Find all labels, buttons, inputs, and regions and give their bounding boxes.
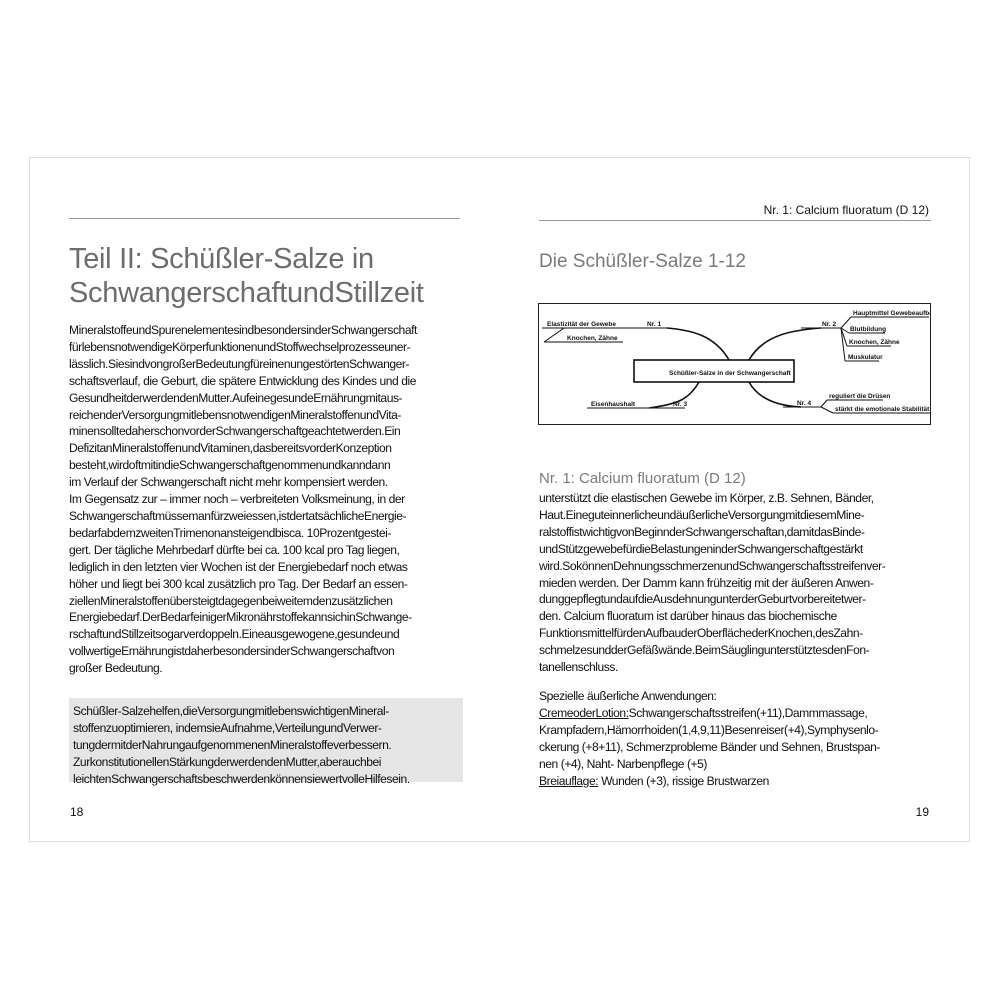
body-line: wird.SokönnenDehnungsschmerzenundSchwangerschaftsstreifenver- xyxy=(539,558,886,573)
body-line: rschaftundStillzeitsogarverdoppeln.Eineausgewogene,gesundeund xyxy=(69,627,400,642)
body-line: Haut.EineguteinnerlicheundäußerlicheVersorgungmitdiesemMine- xyxy=(539,507,865,522)
body-line: FunktionsmittelfürdenAufbauderOberflächederKnochen,desZahn- xyxy=(539,626,863,641)
body-line: tanellenschluss. xyxy=(539,660,618,675)
left-header-rule xyxy=(69,218,460,219)
applications-line: Krampfadern,Hämorrhoiden(1,4,9,11)Besenreiser(+4),Symphysenlo- xyxy=(539,722,879,737)
info-box-line: stoffenzuoptimieren, indemsieAufnahme,VerteilungundVerwer- xyxy=(73,720,382,735)
body-line: dunggepflegtundaufdieAusdehnungunterderGeburtvorbereitetwer- xyxy=(539,592,866,607)
body-line: Schwangerschaftmüssemanfürzweiessen,istdertatsächlicheEnergie- xyxy=(69,508,407,523)
book-spread xyxy=(29,157,970,842)
body-line: besteht,wirdoftmitindieSchwangerschaftgenommenundkanndann xyxy=(69,458,391,473)
applications-brei-line xyxy=(539,773,934,790)
info-box-line: leichtenSchwangerschaftsbeschwerdenkönnensiewertvolleHilfesein. xyxy=(73,771,410,786)
mind-map-item: Muskulatur xyxy=(848,354,883,361)
body-line: ziellenMineralstoffenübersteigtdagegenbeiweitemdenzusätzlichen xyxy=(69,593,393,608)
applications-line: ckerung (+8+11), Schmerzprobleme Bänder und Sehnen, Brustspan- xyxy=(539,739,880,754)
creme-text: Schwangerschaftsstreifen(+11),Dammmassage, xyxy=(628,705,868,720)
section-title: Die Schüßler-Salze 1-12 xyxy=(539,251,746,272)
mind-map-branch-label: Nr. 2 xyxy=(822,321,837,328)
info-box-line: ZurkonstitutionellenStärkungderwerdendenMutter,aberauchbei xyxy=(73,754,382,769)
running-head: Nr. 1: Calcium fluoratum (D 12) xyxy=(763,203,929,217)
mind-map-item: Knochen, Zähne xyxy=(567,335,618,342)
body-line: schaftsverlauf, die Geburt, die spätere Entwicklung des Kindes und die xyxy=(69,373,416,388)
mind-map-item: Blutbildung xyxy=(850,326,887,333)
applications-creme-line xyxy=(539,705,934,722)
mind-map-item: Hauptmittel Gewebeaufbau xyxy=(853,310,930,317)
info-box xyxy=(69,698,463,786)
mind-map-item: reguliert die Drüsen xyxy=(829,393,891,400)
body-line: schmelzesundderGefäßwände.BeimSäuglingunterstütztesdenFon- xyxy=(539,643,870,658)
creme-label: CremeoderLotion: xyxy=(539,705,629,720)
body-line: MineralstoffeundSpurenelementesindbesondersinderSchwangerschaft xyxy=(69,323,417,337)
mind-map-diagram xyxy=(538,303,931,425)
mind-map-item: stärkt die emotionale Stabilität xyxy=(835,406,930,413)
applications-line: nen (+4), Naht- Narbenpflege (+5) xyxy=(539,756,708,771)
right-header-rule xyxy=(539,220,931,221)
body-line: bedarfabdemzweitenTrimenonansteigendbisca. 10Prozentgestei- xyxy=(69,525,391,540)
brei-label: Breiauflage: xyxy=(539,773,599,788)
body-line: undStützgewebefürdieBelastungeninderSchwangerschaftgestärkt xyxy=(539,541,863,556)
body-line: höher und liegt bei 300 kcal zusätzlich pro Tag. Der Bedarf an essen- xyxy=(69,576,408,591)
body-line: mieden werden. Der Damm kann frühzeitig mit der äußeren Anwen- xyxy=(539,575,874,590)
body-line: ralstoffistwichtigvonBeginnderSchwangerschaftan,damitdasBinde- xyxy=(539,524,865,539)
body-line: minensolltedaherschonvorderSchwangerschaftgeachtetwerden.Ein xyxy=(69,424,401,439)
mind-map-svg xyxy=(539,304,930,424)
mind-map-item: Elastizität der Gewebe xyxy=(547,321,616,328)
page-number-right: 19 xyxy=(915,805,929,819)
body-line: lediglich in den letzten vier Wochen ist der Energiebedarf noch etwas xyxy=(69,559,408,574)
body-line: reichenderVersorgungmitlebensnotwendigenMineralstoffenundVita- xyxy=(69,407,402,422)
mind-map-item: Eisenhaushalt xyxy=(591,401,636,408)
applications-heading: Spezielle äußerliche Anwendungen: xyxy=(539,689,717,703)
left-body-text xyxy=(69,322,464,677)
mind-map-item: Knochen, Zähne xyxy=(849,339,900,346)
body-line: den. Calcium fluoratum ist darüber hinaus das biochemische xyxy=(539,609,837,624)
body-line: lässlich.SiesindvongroßerBedeutungfüreinenungestörtenSchwanger- xyxy=(69,356,410,371)
mind-map-branch-label: Nr. 3 xyxy=(673,401,688,408)
body-line: GesundheitderwerdendenMutter.AufeinegesundeErnährungmitaus- xyxy=(69,390,403,405)
subheading: Nr. 1: Calcium fluoratum (D 12) xyxy=(539,470,746,487)
body-line: fürlebensnotwendigeKörperfunktionenundStoffwechselprozesseuner- xyxy=(69,339,411,354)
body-line: vollwertigeErnährungistdaherbesondersinderSchwangerschaftvon xyxy=(69,644,395,659)
body-line: DefizitanMineralstoffenundVitaminen,dasbereitsvorderKonzeption xyxy=(69,441,392,456)
mind-map-center-label: Schüßler-Salze in der Schwangerschaft xyxy=(669,370,791,377)
mind-map-branch-label: Nr. 4 xyxy=(797,400,812,407)
page-number-left: 18 xyxy=(70,805,84,819)
body-line: großer Bedeutung. xyxy=(69,661,163,676)
right-body-text xyxy=(539,490,934,676)
info-box-line: Schüßler-Salzehelfen,dieVersorgungmitlebenswichtigenMineral- xyxy=(73,704,389,718)
part-title xyxy=(69,242,479,310)
part-title-line-2: SchwangerschaftundStillzeit xyxy=(69,277,424,309)
body-line: im Verlauf der Schwangerschaft nicht mehr kompensiert werden. xyxy=(69,475,388,490)
info-box-line: tungdermitderNahrungaufgenommenenMineralstoffeverbessern. xyxy=(73,737,392,752)
part-title-line-1: Teil II: Schüßler-Salze in xyxy=(69,243,374,275)
brei-text: Wunden (+3), rissige Brustwarzen xyxy=(598,773,769,788)
body-line: gert. Der tägliche Mehrbedarf dürfte bei ca. 100 kcal pro Tag liegen, xyxy=(69,542,400,557)
mind-map-branch-label: Nr. 1 xyxy=(647,321,662,328)
body-line: unterstützt die elastischen Gewebe im Körper, z.B. Sehnen, Bänder, xyxy=(539,491,874,505)
body-line: Energiebedarf.DerBedarfeinigerMikronährstoffekannsichinSchwange- xyxy=(69,610,412,625)
body-line: Im Gegensatz zur – immer noch – verbreiteten Volksmeinung, in der xyxy=(69,492,405,507)
applications-block xyxy=(539,688,934,789)
